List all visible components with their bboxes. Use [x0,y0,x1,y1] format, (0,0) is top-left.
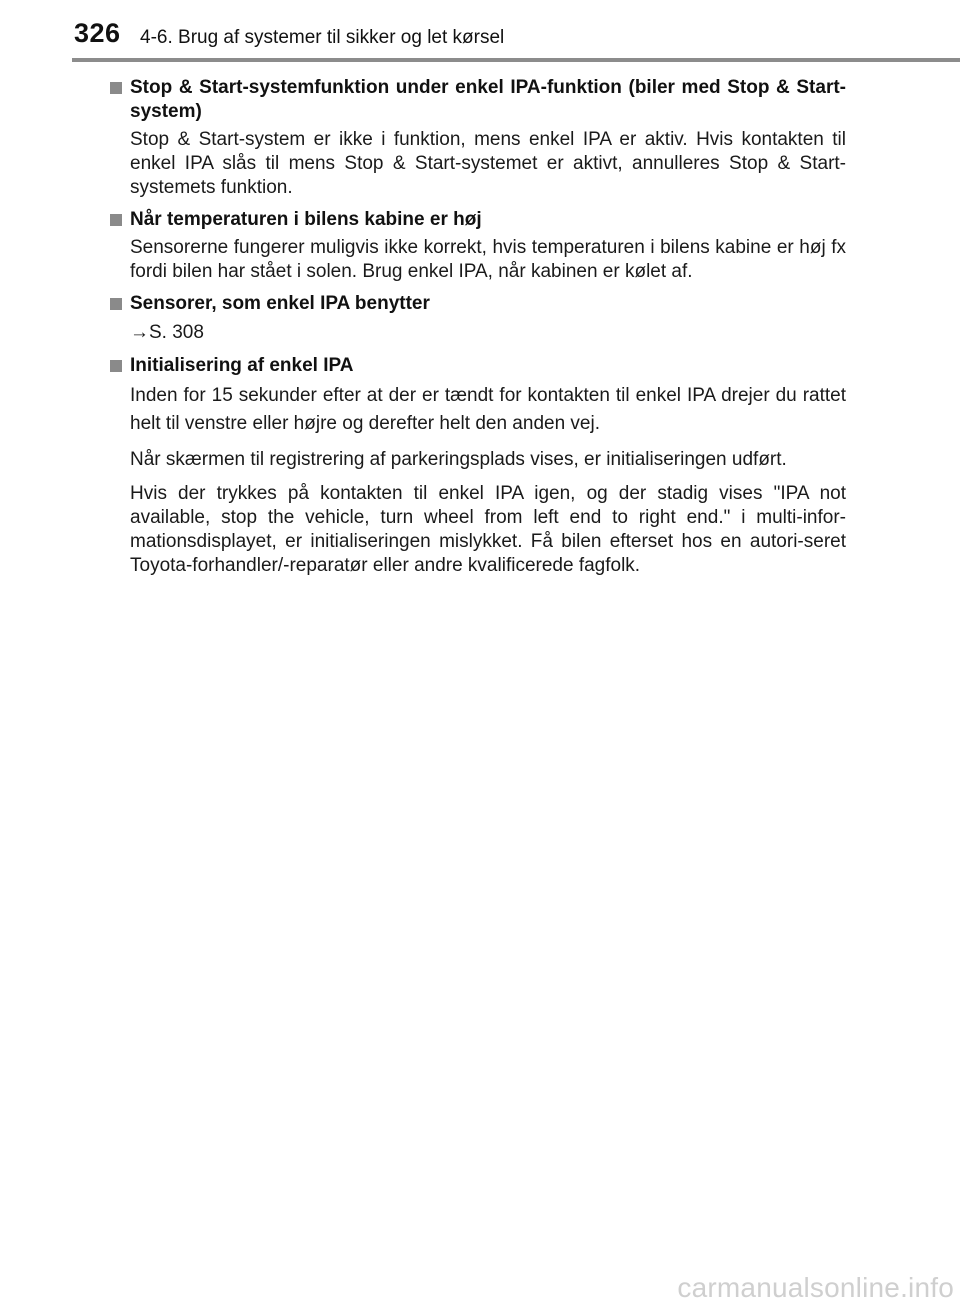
section-heading [110,354,846,378]
watermark: carmanualsonline.info [677,1272,954,1303]
square-bullet-icon [110,82,122,94]
section-high-temperature [110,208,846,284]
page-content [110,76,846,586]
section-heading-text: Sensorer, som enkel IPA benytter [130,293,430,314]
section-heading [110,292,846,316]
square-bullet-icon [110,214,122,226]
section-heading-text: Stop & Start-systemfunktion under enkel IPA-funktion (biler med Stop & Start-system) [130,77,846,122]
paragraph: Stop & Start-system er ikke i funktion, mens enkel IPA er aktiv. Hvis kontakten til enkel IPA slås til mens Stop & Start-systemet er aktivt, annulleres Stop & Start-systemets funktion. [130,129,846,198]
square-bullet-icon [110,360,122,372]
page-header [0,0,960,64]
page-number: 326 [74,18,121,48]
section-sensors [110,292,846,346]
paragraph: Inden for 15 sekunder efter at der er tændt for kontakten til enkel IPA drejer du rattet helt til venstre eller højre og derefter helt den anden vej. [130,385,846,434]
section-stop-start [110,76,846,200]
paragraph: Hvis der trykkes på kontakten til enkel IPA igen, og der stadig vises "IPA not available, stop the vehicle, turn wheel from left end to right end." i multi-infor-mationsdisplayet, er initialiseringen mislykket. Få bilen efterset hos en autori-seret Toyota-forhandler/-reparatør eller andre kvalificerede fagfolk. [130,483,846,576]
section-initialization [110,354,846,578]
section-heading [110,208,846,232]
section-heading-text: Når temperaturen i bilens kabine er høj [130,209,482,230]
page-reference-link[interactable]: →S. 308 [130,322,204,343]
paragraph: Når skærmen til registrering af parkeringsplads vises, er initialiseringen udført. [130,449,787,470]
paragraph: Sensorerne fungerer muligvis ikke korrekt, hvis temperaturen i bilens kabine er høj fx fordi bilen har stået i solen. Brug enkel IPA, når kabinen er kølet af. [130,237,846,282]
header-divider [72,58,960,62]
section-heading-text: Initialisering af enkel IPA [130,355,354,376]
section-title: 4-6. Brug af systemer til sikker og let kørsel [140,27,505,48]
section-heading [110,76,846,124]
square-bullet-icon [110,298,122,310]
